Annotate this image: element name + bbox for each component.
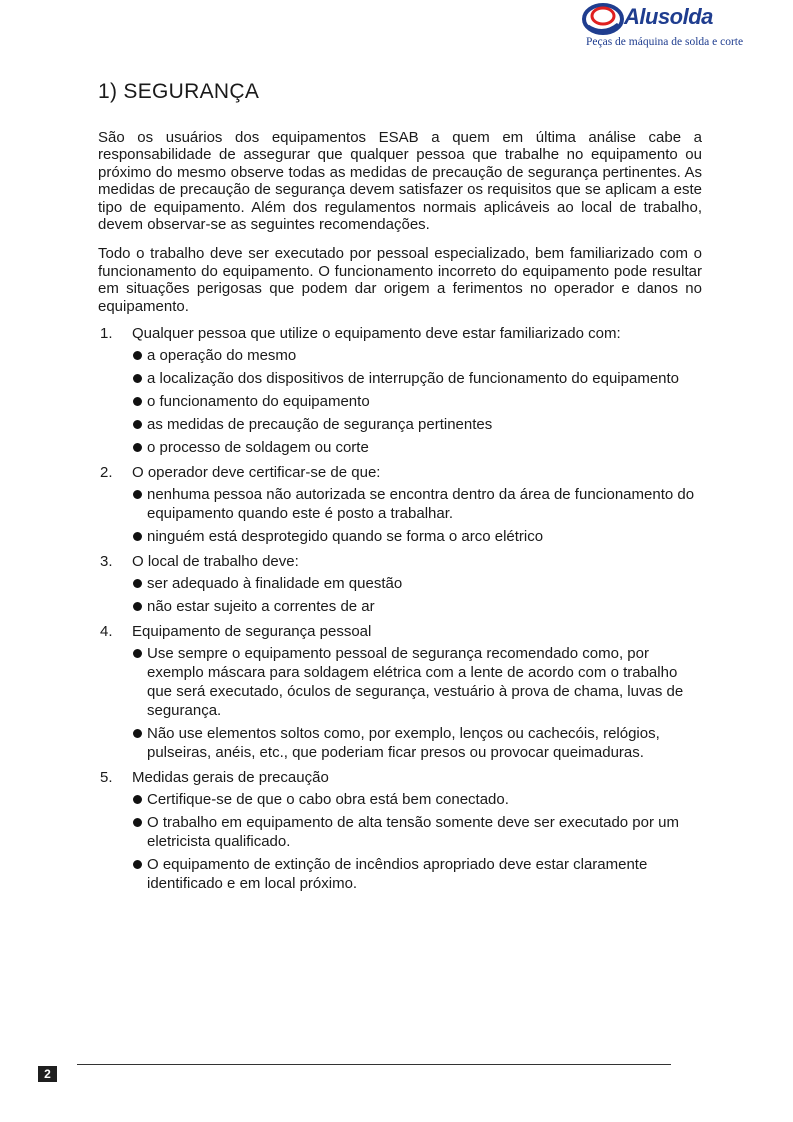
footer-divider [77,1064,671,1065]
bullet-text: nenhuma pessoa não autorizada se encontra dentro da área de funcionamento do equipamento quando este é posto a trabalhar. [147,486,695,523]
bullet-text: Não use elementos soltos como, por exemplo, lenços ou cachecóis, relógios, pulseiras, anéis, etc., que poderiam ficar presos ou provocar queimaduras. [147,725,660,762]
bullet-list [132,574,702,616]
bullet-item [132,813,702,851]
section-heading: Equipamento de segurança pessoal [132,623,372,641]
document-body [98,129,702,897]
logo-tagline: Peças de máquina de solda e corte [586,36,744,48]
bullet-text: O trabalho em equipamento de alta tensão somente deve ser executado por um eletricista qualificado. [147,814,679,851]
section-heading: O local de trabalho deve: [132,553,299,571]
bullet-icon [133,397,142,406]
bullet-icon [133,818,142,827]
section-heading: Qualquer pessoa que utilize o equipamento deve estar familiarizado com: [132,325,621,343]
logo-swoosh-icon [582,2,624,36]
bullet-item [132,790,702,809]
intro-paragraph: Todo o trabalho deve ser executado por pessoal especializado, bem familiarizado com o funcionamento do equipamento. O funcionamento incorreto do equipamento pode resultar em situações perigosas que podem dar origem a ferimentos no operador e danos no equipamento. [98,245,702,315]
section-operator-checks [98,463,702,546]
bullet-text: O equipamento de extinção de incêndios apropriado deve estar claramente identificado e em local próximo. [147,856,648,893]
bullet-item [132,574,702,593]
section-number: 4. [100,623,113,641]
bullet-list [132,485,702,546]
bullet-text: o funcionamento do equipamento [147,393,370,411]
bullet-list [132,790,702,893]
bullet-item [132,415,702,434]
bullet-item [132,438,702,457]
bullet-icon [133,420,142,429]
section-workplace [98,552,702,616]
bullet-text: ser adequado à finalidade em questão [147,575,403,593]
safety-sections [98,324,702,893]
bullet-item [132,485,702,523]
bullet-item [132,724,702,762]
bullet-text: o processo de soldagem ou corte [147,439,369,457]
bullet-icon [133,795,142,804]
section-number: 2. [100,464,113,482]
logo-name: Alusolda [624,4,713,29]
section-heading: O operador deve certificar-se de que: [132,464,381,482]
intro-paragraph: São os usuários dos equipamentos ESAB a quem em última análise cabe a responsabilidade de assegurar que qualquer pessoa que trabalhe no equipamento ou próximo do mesmo observe todas as medidas de precaução de segurança pertinentes. As medidas de precaução de segurança devem satisfazer os requisitos que se aplicam a este tipo de equipamento. Além dos regulamentos normais aplicáveis ao local de trabalho, devem observar-se as seguintes recomendações. [98,129,702,234]
section-number: 3. [100,553,113,571]
bullet-text: não estar sujeito a correntes de ar [147,598,375,616]
bullet-text: Use sempre o equipamento pessoal de segurança recomendado como, por exemplo máscara para soldagem elétrica com a lente de acordo com o trabalho que será executado, óculos de segurança, vestuário à prova de chama, luvas de segurança. [147,645,684,720]
page-number: 2 [38,1066,57,1082]
bullet-icon [133,579,142,588]
bullet-icon [133,374,142,383]
bullet-item [132,369,702,388]
bullet-icon [133,443,142,452]
bullet-icon [133,532,142,541]
bullet-text: a localização dos dispositivos de interrupção de funcionamento do equipamento [147,370,680,388]
bullet-list [132,644,702,762]
section-personal-equipment [98,622,702,762]
bullet-text: Certifique-se de que o cabo obra está bem conectado. [147,791,509,809]
bullet-item [132,855,702,893]
bullet-icon [133,649,142,658]
section-heading: Medidas gerais de precaução [132,769,329,787]
bullet-item [132,346,702,365]
bullet-text: a operação do mesmo [147,347,297,365]
bullet-item [132,644,702,720]
bullet-item [132,392,702,411]
bullet-icon [133,490,142,499]
bullet-text: ninguém está desprotegido quando se forma o arco elétrico [147,528,544,546]
bullet-icon [133,351,142,360]
section-number: 5. [100,769,113,787]
bullet-item [132,527,702,546]
section-number: 1. [100,325,113,343]
bullet-list [132,346,702,457]
bullet-text: as medidas de precaução de segurança pertinentes [147,416,493,434]
bullet-icon [133,860,142,869]
bullet-icon [133,602,142,611]
section-general-precautions [98,768,702,893]
bullet-item [132,597,702,616]
page-title: 1) SEGURANÇA [98,80,260,103]
section-operator-knowledge [98,324,702,457]
company-logo [580,2,744,50]
bullet-icon [133,729,142,738]
